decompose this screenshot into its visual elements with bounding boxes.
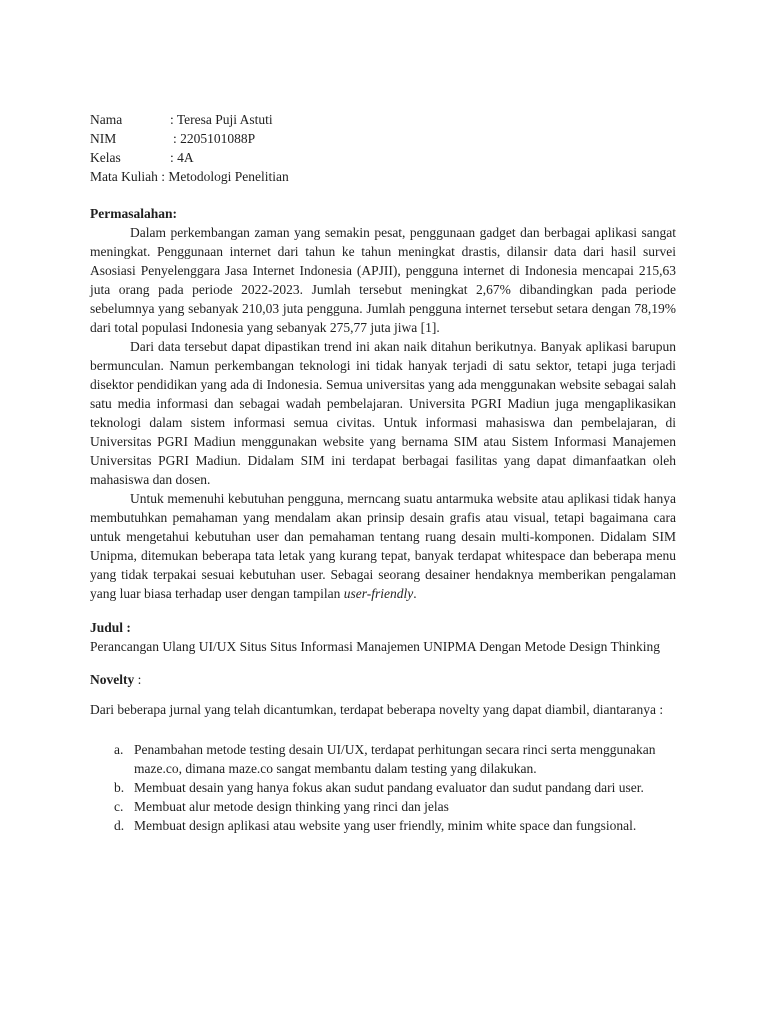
mata-kuliah-label: Mata Kuliah	[90, 169, 158, 184]
identity-mata-kuliah	[90, 167, 676, 186]
novelty-heading: Novelty	[90, 672, 135, 687]
paragraph-3-end: .	[413, 586, 417, 601]
novelty-heading-colon: :	[134, 672, 142, 687]
novelty-heading-line	[90, 670, 676, 689]
list-item-text: Membuat alur metode design thinking yang rinci dan jelas	[134, 799, 449, 814]
list-item-text: Membuat desain yang hanya fokus akan sudut pandang evaluator dan sudut pandang dari user.	[134, 780, 644, 795]
paragraph-3-main-text: Untuk memenuhi kebutuhan pengguna, merncang suatu antarmuka website atau aplikasi tidak hanya membutuhkan pemahaman yang mendalam akan prinsip desain grafis atau visual, tetapi bagaimana cara untuk mengetahui kebutuhan user dan pemahaman tentang ruang desain multi-komponen. Didalam SIM Unipma, ditemukan beberapa tata letak yang kurang tepat, banyak terdapat whitespace dan beberapa menu yang tidak terpakai sesuai kebutuhan user. Sebagai seorang desainer hendaknya memberikan pengalaman yang luar biasa terhadap user dengan tampilan	[90, 491, 676, 601]
kelas-label: Kelas	[90, 150, 121, 165]
list-item	[90, 797, 676, 816]
list-marker: d.	[114, 818, 125, 833]
permasalahan-paragraph-1: Dalam perkembangan zaman yang semakin pesat, penggunaan gadget dan berbagai aplikasi sangat meningkat. Penggunaan internet dari tahun ke tahun meningkat drastis, dilansir data dari hasil survei Asosiasi Penyelenggara Jasa Internet Indonesia (APJII), pengguna internet di Indonesia mencapai 215,63 juta orang pada periode 2022-2023. Jumlah tersebut meningkat 2,67% dibandingkan pada periode sebelumnya yang sebanyak 210,03 juta pengguna. Jumlah pengguna internet tersebut setara dengan 78,19% dari total populasi Indonesia yang sebanyak 275,77 juta jiwa [1].	[90, 225, 676, 335]
permasalahan-paragraph-3	[90, 489, 676, 603]
nama-value: : Teresa Puji Astuti	[170, 112, 273, 127]
novelty-intro: Dari beberapa jurnal yang telah dicantumkan, terdapat beberapa novelty yang dapat diambil, diantaranya :	[90, 702, 664, 717]
novelty-list	[90, 740, 676, 835]
document-content	[90, 110, 676, 835]
list-marker: a.	[114, 742, 124, 757]
list-item	[90, 740, 676, 778]
list-marker: c.	[114, 799, 124, 814]
nim-label: NIM	[90, 131, 117, 146]
list-item-text: Penambahan metode testing desain UI/UX, terdapat perhitungan secara rinci serta menggunakan maze.co, dimana maze.co sangat membantu dalam testing yang dilakukan.	[134, 742, 656, 776]
list-item	[90, 778, 676, 797]
nim-value: : 2205101088P	[173, 131, 256, 146]
list-item	[90, 816, 676, 835]
identity-nim	[90, 129, 676, 148]
nama-label: Nama	[90, 112, 123, 127]
paragraph-3-italic-term: user-friendly	[343, 586, 414, 601]
judul-heading: Judul :	[90, 620, 131, 635]
permasalahan-paragraph-2: Dari data tersebut dapat dipastikan trend ini akan naik ditahun berikutnya. Banyak aplikasi barupun bermunculan. Namun perkembangan teknologi ini tidak hanyak terjadi di satu sektor, tetapi juga terjadi disektor pendidikan yang ada di Indonesia. Semua universitas yang ada menggunakan website sebagai salah satu media informasi dan sebagai wadah pembelajaran. Universita PGRI Madiun juga mengaplikasikan teknologi dalam sistem informasi semua civitas. Untuk informasi mahasiswa dan pembelajaran, di Universitas PGRI Madiun menggunakan website yang bernama SIM atau Sistem Informasi Manajemen Universitas PGRI Madiun. Didalam SIM ini terdapat berbagai fasilitas yang dapat dimanfaatkan oleh mahasiswa dan dosen.	[90, 339, 676, 487]
identity-nama	[90, 110, 676, 129]
kelas-value: : 4A	[170, 150, 194, 165]
identity-kelas	[90, 148, 676, 167]
permasalahan-heading: Permasalahan:	[90, 206, 177, 221]
list-item-text: Membuat design aplikasi atau website yang user friendly, minim white space dan fungsional.	[134, 818, 637, 833]
list-marker: b.	[114, 780, 125, 795]
mata-kuliah-value: : Metodologi Penelitian	[161, 169, 289, 184]
identity-block	[90, 110, 676, 186]
judul-text: Perancangan Ulang UI/UX Situs Situs Informasi Manajemen UNIPMA Dengan Metode Design Thinking	[90, 639, 661, 654]
